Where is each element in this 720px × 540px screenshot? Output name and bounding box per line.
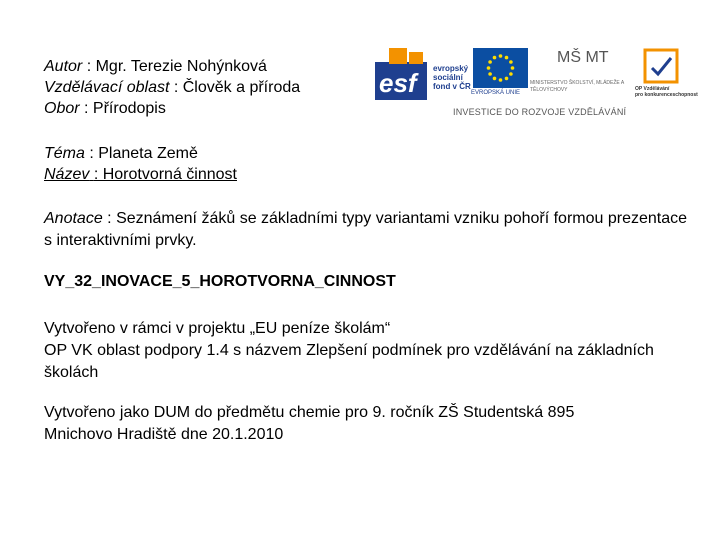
title-label: Název <box>44 166 90 183</box>
theme-row <box>44 143 237 164</box>
area-label: Vzdělávací oblast <box>44 79 170 96</box>
dum-line-2: Mnichovo Hradiště dne 20.1.2010 <box>44 426 284 443</box>
author-label: Autor <box>44 58 83 75</box>
project-line-2: OP VK oblast podpory 1.4 s názvem Zlepšení podmínek pro vzdělávání na základních školách <box>44 342 654 381</box>
theme-label: Téma <box>44 145 85 162</box>
title-row <box>44 164 237 185</box>
subject-value: : Přírodopis <box>84 100 166 117</box>
metadata-block <box>44 56 300 119</box>
annotation-text: : Seznámení žáků se základními typy variantami vzniku pohoří formou prezentace s interaktivními prvky. <box>44 210 688 249</box>
project-info <box>44 318 694 384</box>
eu-flag-icon <box>473 48 528 88</box>
area-value: : Člověk a příroda <box>173 79 301 96</box>
annotation-label: Anotace <box>44 210 103 227</box>
dum-info <box>44 402 694 446</box>
author-row <box>44 56 300 77</box>
author-value: : Mgr. Terezie Nohýnková <box>86 58 267 75</box>
msmt-mark: MŠ MT <box>557 49 609 66</box>
op-vk-caption-line1: OP Vzdělávání <box>635 86 670 92</box>
op-vk-caption <box>635 86 698 98</box>
subject-label: Obor <box>44 100 80 117</box>
project-line-1: Vytvořeno v rámci v projektu „EU peníze školám“ <box>44 320 391 337</box>
op-vk-logo <box>643 48 679 84</box>
dum-line-1: Vytvořeno jako DUM do předmětu chemie pro 9. ročník ZŠ Studentská 895 <box>44 404 575 421</box>
annotation <box>44 208 694 252</box>
msmt-caption: MINISTERSTVO ŠKOLSTVÍ, MLÁDEŽE A TĚLOVÝCHOVY <box>530 80 624 93</box>
topic-block <box>44 143 237 185</box>
esf-caption: evropský sociální fond v ČR <box>433 64 471 91</box>
title-value: : Horotvorná činnost <box>93 166 237 183</box>
subject-row <box>44 98 300 119</box>
theme-value: : Planeta Země <box>89 145 198 162</box>
logo-strip <box>375 46 698 121</box>
eu-label: EVROPSKÁ UNIE <box>471 90 521 96</box>
area-row <box>44 77 300 98</box>
investice-tagline: INVESTICE DO ROZVOJE VZDĚLÁVÁNÍ <box>453 107 627 117</box>
op-vk-caption-line2: pro konkurenceschopnost <box>635 92 698 98</box>
esf-mark: esf <box>379 68 417 98</box>
material-code: VY_32_INOVACE_5_HOROTVORNA_CINNOST <box>44 273 396 290</box>
